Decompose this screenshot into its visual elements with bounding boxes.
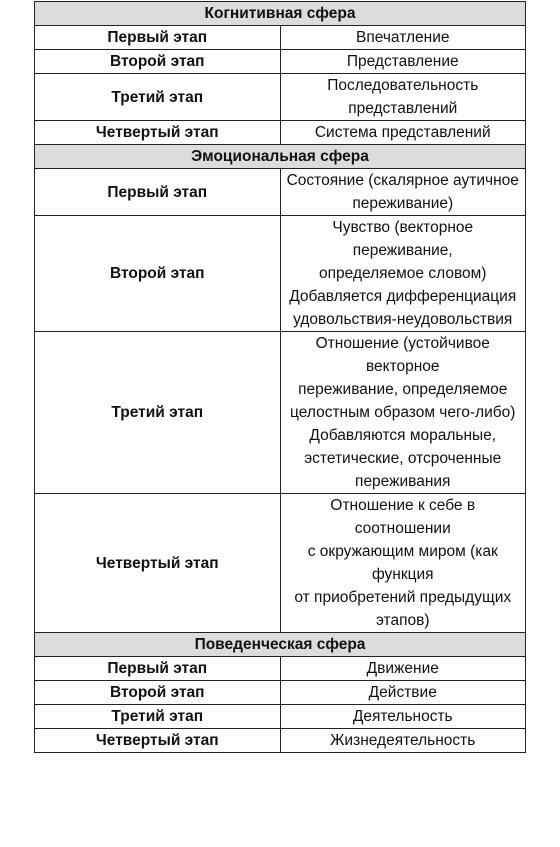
sphere-title: Поведенческая сфера xyxy=(35,633,526,657)
sphere-header-row xyxy=(35,633,526,657)
description-line: Действие xyxy=(368,684,437,701)
stage-description xyxy=(280,169,526,216)
stage-label: Четвертый этап xyxy=(35,729,281,753)
stage-description xyxy=(280,74,526,121)
description-line: Система представлений xyxy=(314,124,491,141)
table-row xyxy=(35,26,526,50)
table-row xyxy=(35,121,526,145)
table-row xyxy=(35,657,526,681)
stage-label: Третий этап xyxy=(35,705,281,729)
stage-description xyxy=(280,121,526,145)
stage-description xyxy=(280,705,526,729)
description-line: Отношение (устойчивое векторное xyxy=(315,335,490,375)
description-line: Впечатление xyxy=(356,29,450,46)
sphere-header-row xyxy=(35,2,526,26)
stage-description xyxy=(280,681,526,705)
table-row xyxy=(35,705,526,729)
table-row xyxy=(35,681,526,705)
description-line: с окружающим миром (как функция xyxy=(307,543,498,583)
sphere-header-row xyxy=(35,145,526,169)
stage-label: Второй этап xyxy=(35,216,281,332)
description-line: эстетические, отсроченные xyxy=(304,450,502,467)
stage-description xyxy=(280,494,526,633)
description-line: Деятельность xyxy=(352,708,453,725)
stage-label: Первый этап xyxy=(35,657,281,681)
sphere-title: Когнитивная сфера xyxy=(35,2,526,26)
description-line: целостным образом чего-либо) xyxy=(290,404,516,421)
stage-label: Первый этап xyxy=(35,26,281,50)
stage-label: Третий этап xyxy=(35,332,281,494)
table-row xyxy=(35,332,526,494)
description-line: переживание, определяемое xyxy=(298,381,508,398)
description-line: Представление xyxy=(346,53,459,70)
stage-description xyxy=(280,50,526,74)
sphere-title: Эмоциональная сфера xyxy=(35,145,526,169)
stage-description xyxy=(280,729,526,753)
description-line: переживания xyxy=(355,473,451,490)
stage-description xyxy=(280,657,526,681)
description-line: Чувство (векторное переживание, xyxy=(332,219,474,259)
stage-label: Второй этап xyxy=(35,50,281,74)
description-line: Добавляются моральные, xyxy=(309,427,497,444)
description-line: Движение xyxy=(366,660,439,677)
description-line: Состояние (скалярное аутичное xyxy=(286,172,519,189)
table-row xyxy=(35,216,526,332)
description-line: Жизнедеятельность xyxy=(330,732,476,749)
description-line: Последовательность представлений xyxy=(327,77,479,117)
description-line: определяемое словом) xyxy=(319,265,487,282)
table-row xyxy=(35,169,526,216)
stage-label: Второй этап xyxy=(35,681,281,705)
description-line: от приобретений предыдущих этапов) xyxy=(294,589,512,629)
stage-label: Первый этап xyxy=(35,169,281,216)
description-line: удовольствия-неудовольствия xyxy=(293,311,513,328)
stage-label: Четвертый этап xyxy=(35,494,281,633)
table-row xyxy=(35,729,526,753)
table-row xyxy=(35,494,526,633)
description-line: Добавляется дифференциация xyxy=(289,288,517,305)
table-row xyxy=(35,50,526,74)
table-row xyxy=(35,74,526,121)
stage-description xyxy=(280,332,526,494)
stage-description xyxy=(280,26,526,50)
description-line: переживание) xyxy=(352,195,454,212)
description-line: Отношение к себе в соотношении xyxy=(330,497,476,537)
stages-table-body xyxy=(35,2,526,753)
stage-label: Третий этап xyxy=(35,74,281,121)
stages-table xyxy=(34,1,526,753)
stage-description xyxy=(280,216,526,332)
stage-label: Четвертый этап xyxy=(35,121,281,145)
